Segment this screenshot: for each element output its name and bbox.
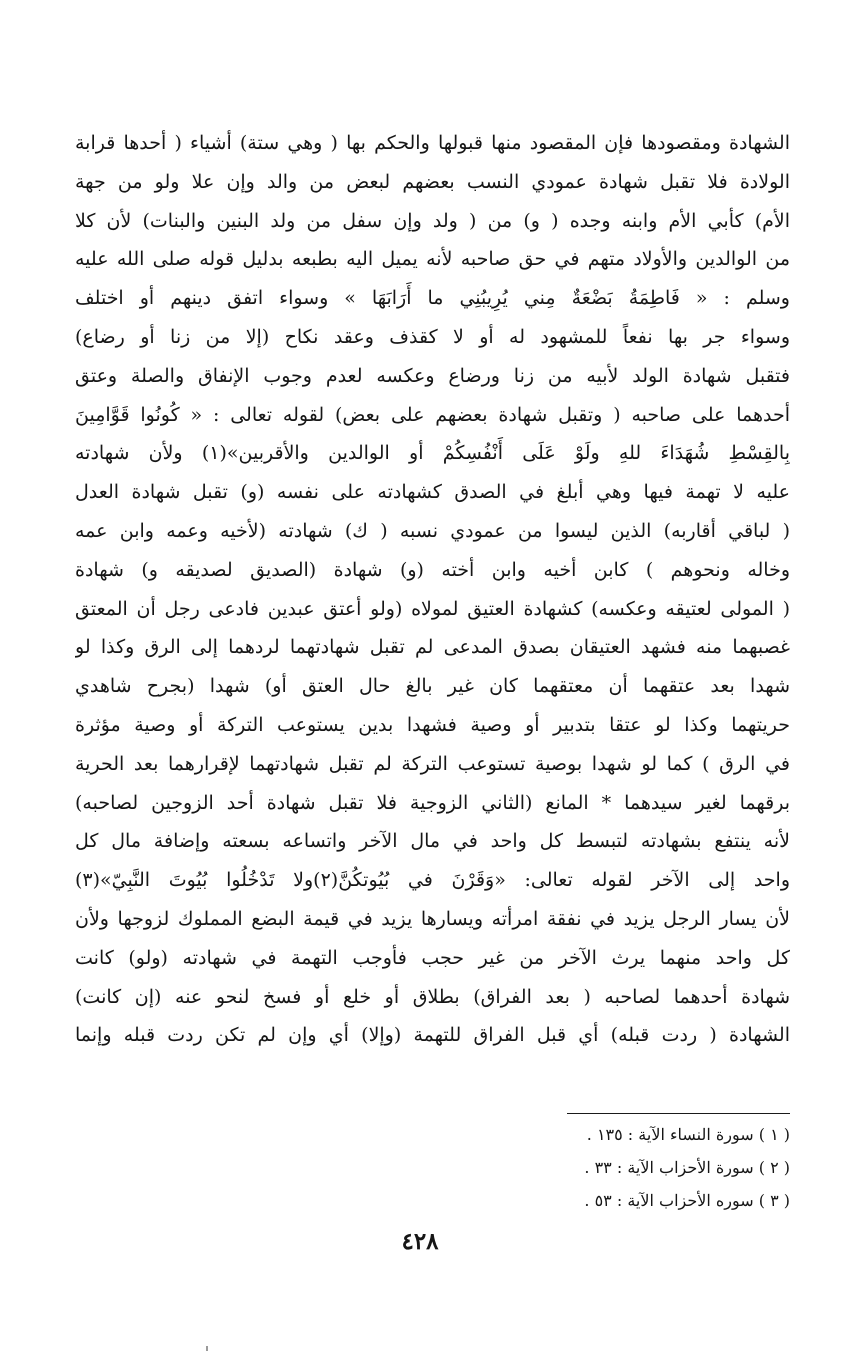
text-line: من الوالدين والأولاد متهم في حق صاحبه لأنه يميل اليه بطبعه بدليل قوله صلى الله عليه bbox=[75, 248, 790, 271]
text-line: فتقبل شهادة الولد لأبيه من زنا ورضاع وعكسه لعدم وجوب الإنفاق والصلة وعتق bbox=[75, 364, 790, 387]
scan-speck bbox=[206, 1346, 208, 1351]
text-line: حريتهما وكذا لو عتقا بتدبير أو وصية فشهدا بدين يستوعب التركة أو وصية مؤثرة bbox=[75, 713, 790, 736]
text-line: وسلم : « فَاطِمَةُ بَضْعَةٌ مِني يُرِيبُنِي ما أَرَابَهَا » وسواء اتفق دينهم أو اختلف bbox=[75, 287, 790, 310]
footnote: ( ٣ ) سوره الأحزاب الآية : ٥٣ . bbox=[584, 1191, 790, 1210]
text-line: واحد إلى الآخر لقوله تعالى: «وَقَرْنَ في بُيُوتكُنَّ(٢)ولا تَدْخُلُوا بُيُوتَ النَّبِيّ»(٣) bbox=[75, 869, 790, 892]
main-text-block bbox=[75, 124, 790, 1055]
footnotes bbox=[420, 1118, 790, 1217]
text-line: الولادة فلا تقبل شهادة عمودي النسب بعضهم لبعض من والد وإن علا ولو من جهة bbox=[75, 170, 790, 193]
text-line: وخاله ونحوهم ) كابن أخيه وابن أخته (و) شهادة (الصديق لصديقه و) شهادة bbox=[75, 558, 790, 581]
text-line: الأم) كأبي الأم وابنه وجده ( و) من ( ولد وإن سفل من ولد البنين والبنات) لأن كلا bbox=[75, 209, 790, 232]
text-line: غصبهما منه فشهد العتيقان بصدق المدعى لم تقبل شهادتهما لردهما إلى الرق وكذا لو bbox=[75, 636, 790, 659]
footnote: ( ٢ ) سورة الأحزاب الآية : ٣٣ . bbox=[584, 1158, 790, 1177]
text-line: بِالقِسْطِ شُهَدَاءَ للهِ ولَوْ عَلَى أَنْفُسِكُمْ أو الوالدين والأقربين»(١) ولأن شهادته bbox=[75, 442, 790, 465]
text-line: لأنه ينتفع بشهادته لتبسط كل واحد في مال الآخر واتساعه بسعته وإضافة مال كل bbox=[75, 830, 790, 853]
text-line: عليه لا تهمة فيها وهي أبلغ في الصدق كشهادته على نفسه (و) تقبل شهادة العدل bbox=[75, 481, 790, 504]
text-line: وسواء جر بها نفعاً للمشهود له أو لا كقذف وعقد نكاح (إلا من زنا أو رضاع) bbox=[75, 325, 790, 348]
text-line: في الرق ) كما لو شهدا بوصية تستوعب التركة لم تقبل شهادتهما لإقرارهما بعد الحرية bbox=[75, 752, 790, 775]
footnote-separator bbox=[567, 1113, 790, 1114]
text-line: برقهما لغير سيدهما * المانع (الثاني الزوجية فلا تقبل شهادة أحد الزوجين لصاحبه) bbox=[75, 791, 790, 814]
text-line: شهادة أحدهما لصاحبه ( بعد الفراق) بطلاق أو خلع أو فسخ لنحو عنه (إن كانت) bbox=[75, 985, 790, 1008]
text-line: ( لباقي أقاربه) الذين ليسوا من عمودي نسبه ( ك) شهادته (لأخيه وعمه وابن عمه bbox=[75, 519, 790, 542]
text-line: لأن يسار الرجل يزيد في نفقة امرأته ويسارها يزيد في قيمة البضع المملوك لزوجها ولأن bbox=[75, 907, 790, 930]
footnote: ( ١ ) سورة النساء الآية : ١٣٥ . bbox=[586, 1125, 790, 1144]
text-line: الشهادة ومقصودها فإن المقصود منها قبولها والحكم بها ( وهي ستة) أشياء ( أحدها قرابة bbox=[75, 132, 790, 154]
text-line: كل واحد منهما يرث الآخر من غير حجب فأوجب التهمة في شهادته (ولو) كانت bbox=[75, 946, 790, 969]
text-line: شهدا بعد عتقهما أن معتقهما كان غير بالغ حال العتق أو) شهدا (بجرح شاهدي bbox=[75, 675, 790, 698]
text-line: ( المولى لعتيقه وعكسه) كشهادة العتيق لمولاه (ولو أعتق عبدين فادعى رجل أن المعتق bbox=[75, 597, 790, 620]
text-line: الشهادة ( ردت قبله) أي قبل الفراق للتهمة (وإلا) أي وإن لم تكن ردت قبله وإنما bbox=[75, 1024, 790, 1047]
text-line: أحدهما على صاحبه ( وتقبل شهادة بعضهم على بعض) لقوله تعالى : « كُونُوا قَوَّامِينَ bbox=[75, 403, 790, 426]
page-number: ٤٢٨ bbox=[401, 1228, 439, 1255]
